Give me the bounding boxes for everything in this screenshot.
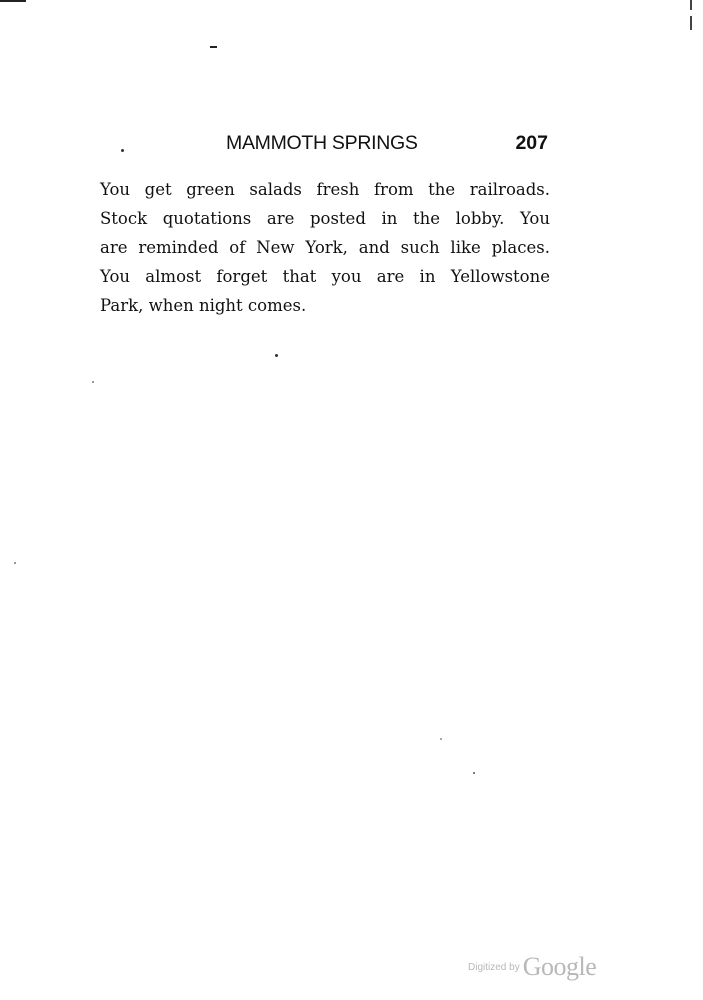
- scan-speck: [92, 381, 94, 383]
- text-line: You get green salads fresh from the railroads.: [100, 180, 550, 199]
- scan-speck: [275, 354, 278, 357]
- scan-speck: [473, 772, 475, 774]
- page-number: 207: [515, 132, 548, 154]
- text-line: You almost forget that you are in Yellowstone: [100, 267, 550, 286]
- scan-edge-mark: [690, 16, 692, 30]
- google-logo: Google: [522, 952, 597, 981]
- scan-edge-mark: [0, 0, 26, 2]
- scan-speck: [14, 562, 16, 564]
- text-line: Stock quotations are posted in the lobby. You: [100, 209, 550, 228]
- running-head: [100, 130, 548, 160]
- scan-speck: [210, 46, 217, 48]
- running-head-title: MAMMOTH SPRINGS: [226, 132, 418, 154]
- text-line: are reminded of New York, and such like places.: [100, 238, 550, 257]
- scan-speck: [440, 738, 442, 740]
- scan-edge-mark: [690, 0, 692, 10]
- digitized-watermark: [468, 952, 596, 982]
- body-paragraph: [100, 175, 550, 320]
- watermark-prefix: Digitized by: [468, 961, 520, 973]
- text-line: Park, when night comes.: [100, 296, 307, 315]
